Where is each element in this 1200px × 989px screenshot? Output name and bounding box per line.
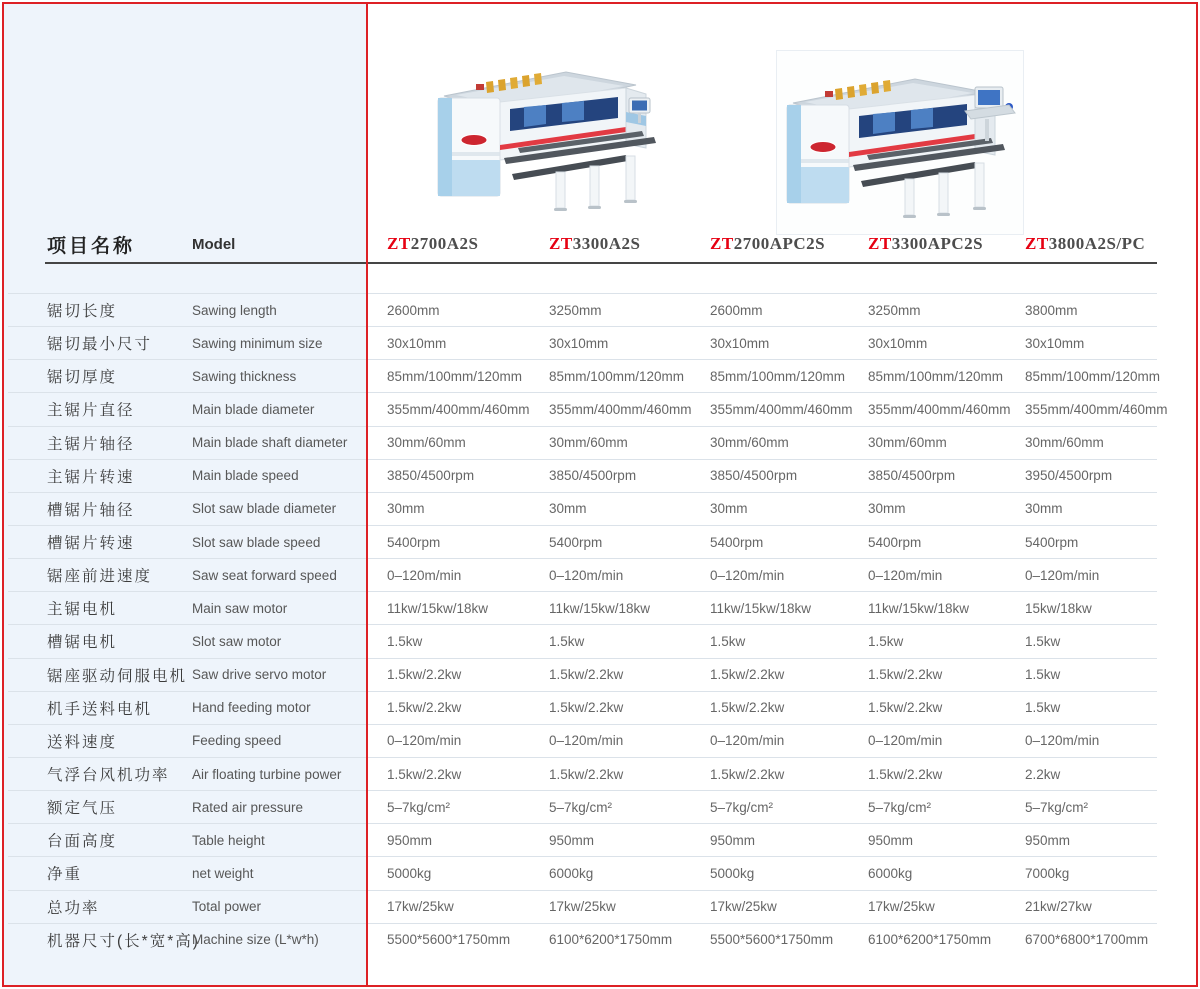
spec-value: 6000kg [549,865,594,881]
table-row [8,525,1157,558]
spec-value: 5500*5600*1750mm [710,932,834,948]
row-label-cn: 锯座前进速度 [47,568,153,586]
row-label-en: Sawing thickness [192,368,297,384]
spec-value: 2.2kw [1025,766,1061,782]
beam-saw-with-console-illustration [777,51,1023,234]
spec-value: 0–120m/min [868,567,943,583]
row-label-cn: 额定气压 [47,800,118,818]
row-label-en: Table height [192,832,265,848]
header-divider-rule [45,262,1157,264]
spec-value: 30mm [549,501,587,517]
table-row [8,459,1157,492]
table-row [8,426,1157,459]
row-label-en: Slot saw blade diameter [192,501,337,517]
row-label-en: Rated air pressure [192,799,304,815]
spec-value: 355mm/400mm/460mm [868,401,1011,417]
spec-value: 17kw/25kw [868,899,935,915]
spec-value: 85mm/100mm/120mm [868,368,1004,384]
table-row [8,293,1157,326]
table-row [8,591,1157,624]
spec-value: 0–120m/min [549,567,624,583]
spec-value: 3800mm [1025,302,1078,318]
row-label-cn: 锯座驱动伺服电机 [47,667,188,685]
row-label-cn: 送料速度 [47,733,118,751]
table-row [8,326,1157,359]
table-row [8,823,1157,856]
model-prefix: ZT [868,234,892,253]
spec-value: 30x10mm [868,335,928,351]
spec-value: 0–120m/min [710,567,785,583]
spec-value: 1.5kw/2.2kw [710,766,785,782]
row-label-en: Sawing length [192,302,277,318]
spec-value: 950mm [710,832,756,848]
spec-value: 1.5kw/2.2kw [387,700,462,716]
spec-value: 1.5kw [1025,633,1061,649]
row-label-en: Machine size (L*w*h) [192,932,319,948]
spec-value: 3250mm [868,302,921,318]
model-code: 2700A2S [410,234,479,253]
model-prefix: ZT [549,234,573,253]
spec-value: 1.5kw [1025,667,1061,683]
spec-value: 355mm/400mm/460mm [1025,401,1168,417]
row-label-en: Main blade speed [192,468,299,484]
spec-value: 5–7kg/cm² [387,799,451,815]
red-divider [366,4,368,985]
row-label-cn: 锯切厚度 [47,369,118,387]
spec-value: 6000kg [868,865,913,881]
row-label-cn: 主锯片轴径 [47,435,135,453]
spec-value: 355mm/400mm/460mm [387,401,530,417]
row-label-en: Saw drive servo motor [192,667,327,683]
spec-value: 5–7kg/cm² [710,799,774,815]
spec-value: 5400rpm [1025,534,1079,550]
spec-value: 6100*6200*1750mm [549,932,673,948]
model-header-5 [1025,234,1145,254]
spec-value: 5000kg [387,865,432,881]
spec-value: 3850/4500rpm [387,468,475,484]
spec-value: 15kw/18kw [1025,600,1092,616]
table-row [8,359,1161,392]
table-row [8,923,1157,956]
spec-value: 11kw/15kw/18kw [710,600,812,616]
row-label-cn: 槽锯片转速 [47,535,135,553]
spec-value: 11kw/15kw/18kw [549,600,651,616]
table-row [8,757,1157,790]
table-row [8,624,1157,657]
spec-value: 5400rpm [387,534,441,550]
spec-value: 3850/4500rpm [710,468,798,484]
spec-value: 5500*5600*1750mm [387,932,511,948]
row-label-cn: 台面高度 [47,833,118,851]
spec-value: 0–120m/min [868,733,943,749]
row-label-cn: 主锯电机 [47,601,118,619]
spec-value: 3250mm [549,302,602,318]
row-label-cn: 气浮台风机功率 [47,767,170,785]
row-label-en: Saw seat forward speed [192,567,337,583]
spec-value: 11kw/15kw/18kw [868,600,970,616]
machine-image-1 [430,52,668,220]
spec-value: 11kw/15kw/18kw [387,600,489,616]
beam-saw-illustration [430,52,668,220]
spec-value: 1.5kw/2.2kw [868,700,943,716]
model-header-2 [549,234,640,254]
spec-value: 30mm/60mm [1025,435,1104,451]
spec-value: 3950/4500rpm [1025,468,1113,484]
spec-value: 30mm [868,501,906,517]
spec-value: 30mm/60mm [868,435,947,451]
spec-value: 5–7kg/cm² [1025,799,1089,815]
spec-value: 6100*6200*1750mm [868,932,992,948]
spec-value: 30mm [387,501,425,517]
model-header-1 [387,234,478,254]
spec-value: 5400rpm [549,534,603,550]
model-code: 3300APC2S [891,234,984,253]
row-label-en: Slot saw blade speed [192,534,321,550]
spec-value: 355mm/400mm/460mm [710,401,853,417]
model-prefix: ZT [1025,234,1049,253]
spec-table [8,293,1168,956]
model-code: 2700APC2S [733,234,826,253]
spec-value: 30mm/60mm [549,435,628,451]
row-label-en: Sawing minimum size [192,335,323,351]
spec-value: 2600mm [710,302,763,318]
spec-value: 3850/4500rpm [868,468,956,484]
spec-value: 1.5kw/2.2kw [868,766,943,782]
row-label-cn: 机手送料电机 [47,700,153,718]
spec-value: 1.5kw [387,633,423,649]
spec-value: 1.5kw/2.2kw [868,667,943,683]
model-prefix: ZT [387,234,411,253]
table-row [8,392,1168,425]
table-row [8,691,1157,724]
spec-value: 0–120m/min [1025,733,1100,749]
spec-value: 1.5kw [710,633,746,649]
row-label-en: Hand feeding motor [192,700,311,716]
row-label-cn: 主锯片直径 [47,402,135,420]
table-row [8,790,1157,823]
model-code: 3300A2S [572,234,641,253]
spec-value: 3850/4500rpm [549,468,637,484]
spec-value: 1.5kw [549,633,585,649]
spec-value: 0–120m/min [387,567,462,583]
row-label-en: net weight [192,865,254,881]
spec-value: 1.5kw [868,633,904,649]
spec-value: 950mm [1025,832,1071,848]
spec-value: 0–120m/min [387,733,462,749]
row-label-en: Slot saw motor [192,633,282,649]
spec-value: 85mm/100mm/120mm [387,368,523,384]
spec-value: 30x10mm [710,335,770,351]
spec-value: 85mm/100mm/120mm [1025,368,1161,384]
spec-value: 950mm [549,832,595,848]
spec-value: 30mm [710,501,748,517]
spec-value: 5000kg [710,865,755,881]
spec-value: 1.5kw/2.2kw [710,667,785,683]
spec-value: 5400rpm [710,534,764,550]
row-label-cn: 净重 [47,866,83,884]
spec-value: 17kw/25kw [549,899,616,915]
column-header-model: Model [192,236,236,253]
row-label-en: Main blade shaft diameter [192,435,348,451]
row-label-cn: 槽锯片轴径 [47,501,135,519]
spec-value: 950mm [868,832,914,848]
table-row [8,890,1157,923]
spec-value: 5400rpm [868,534,922,550]
row-label-en: Main blade diameter [192,401,315,417]
spec-value: 17kw/25kw [387,899,454,915]
spec-value: 0–120m/min [710,733,785,749]
row-label-en: Feeding speed [192,733,282,749]
spec-value: 30x10mm [1025,335,1085,351]
model-code: 3800A2S/PC [1048,234,1146,253]
row-label-cn: 主锯片转速 [47,468,135,486]
row-label-cn: 锯切长度 [47,303,118,321]
spec-value: 6700*6800*1700mm [1025,932,1149,948]
model-header-3 [710,234,825,254]
spec-value: 5–7kg/cm² [549,799,613,815]
spec-value: 17kw/25kw [710,899,777,915]
row-label-cn: 总功率 [47,899,100,917]
spec-value: 0–120m/min [549,733,624,749]
column-header-item-name: 项目名称 [47,236,136,257]
machine-image-2 [776,50,1024,235]
spec-value: 30mm/60mm [710,435,789,451]
spec-value: 1.5kw/2.2kw [549,667,624,683]
spec-value: 30mm/60mm [387,435,466,451]
spec-value: 30x10mm [549,335,609,351]
row-label-en: Air floating turbine power [192,766,342,782]
model-header-4 [868,234,983,254]
spec-value: 30mm [1025,501,1063,517]
spec-value: 7000kg [1025,865,1070,881]
spec-value: 21kw/27kw [1025,899,1092,915]
table-row [8,724,1157,757]
table-row [8,856,1157,889]
spec-value: 5–7kg/cm² [868,799,932,815]
spec-value: 1.5kw/2.2kw [549,700,624,716]
spec-value: 2600mm [387,302,440,318]
spec-value: 1.5kw/2.2kw [549,766,624,782]
table-row [8,658,1157,691]
spec-value: 30x10mm [387,335,447,351]
model-prefix: ZT [710,234,734,253]
spec-value: 0–120m/min [1025,567,1100,583]
row-label-en: Total power [192,899,262,915]
table-row [8,492,1157,525]
spec-value: 950mm [387,832,433,848]
spec-value: 1.5kw/2.2kw [387,766,462,782]
spec-value: 355mm/400mm/460mm [549,401,692,417]
row-label-en: Main saw motor [192,600,288,616]
spec-value: 1.5kw [1025,700,1061,716]
row-label-cn: 槽锯电机 [47,634,118,652]
spec-value: 85mm/100mm/120mm [549,368,685,384]
spec-value: 85mm/100mm/120mm [710,368,846,384]
spec-value: 1.5kw/2.2kw [387,667,462,683]
row-label-cn: 锯切最小尺寸 [47,336,153,354]
row-label-cn: 机器尺寸(长*宽*高) [47,932,200,950]
spec-value: 1.5kw/2.2kw [710,700,785,716]
table-row [8,558,1157,591]
